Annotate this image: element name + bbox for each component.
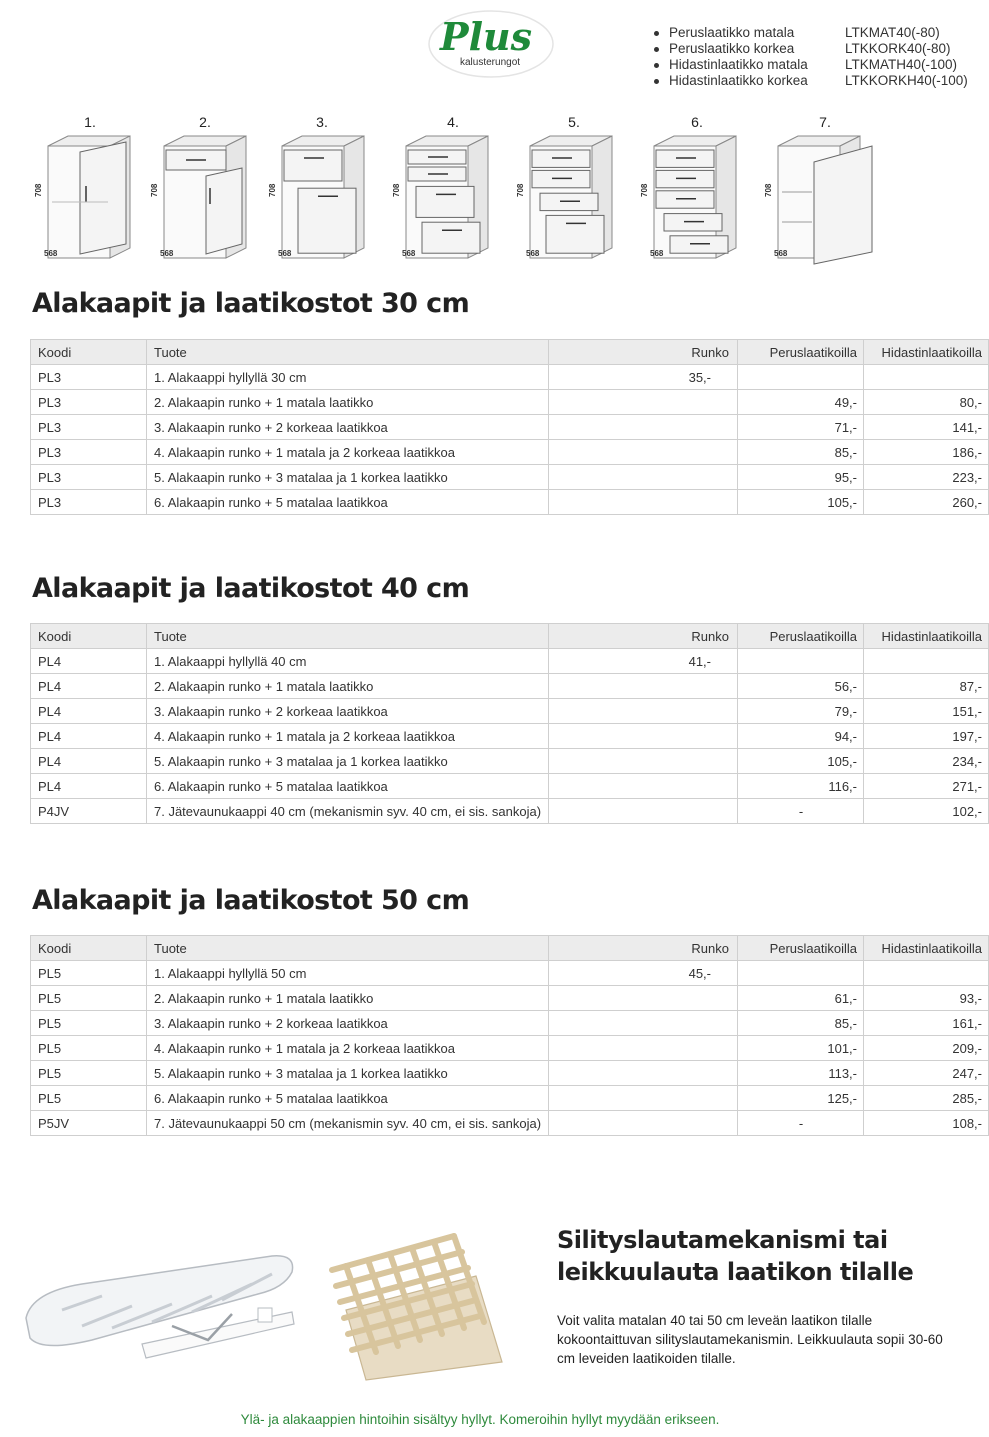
cell-frame [549, 699, 738, 724]
cell-code: PL4 [31, 649, 147, 674]
cell-basic [738, 961, 864, 986]
cell-slow: 141,- [864, 415, 989, 440]
table-row [31, 961, 989, 986]
cell-basic: 116,- [738, 774, 864, 799]
cell-slow: 271,- [864, 774, 989, 799]
table-row [31, 749, 989, 774]
cell-slow: 285,- [864, 1086, 989, 1111]
table-row [31, 365, 989, 390]
cell-basic: 71,- [738, 415, 864, 440]
cell-frame [549, 774, 738, 799]
cell-basic [738, 365, 864, 390]
depth-label: 568 [402, 249, 416, 258]
cell-product: 4. Alakaapin runko + 1 matala ja 2 korkeaa laatikkoa [147, 440, 549, 465]
cell-code: P4JV [31, 799, 147, 824]
height-label: 708 [516, 183, 525, 197]
cell-code: PL5 [31, 1011, 147, 1036]
cell-slow: 209,- [864, 1036, 989, 1061]
cell-code: PL5 [31, 1061, 147, 1086]
depth-label: 568 [278, 249, 292, 258]
cell-basic: 61,- [738, 986, 864, 1011]
cell-frame: 45,- [549, 961, 738, 986]
section-title-30: Alakaapit ja laatikostot 30 cm [32, 288, 470, 319]
cell-code: PL4 [31, 699, 147, 724]
cell-product: 3. Alakaapin runko + 2 korkeaa laatikkoa [147, 415, 549, 440]
column-header-slow: Hidastinlaatikoilla [864, 624, 989, 649]
cell-slow: 93,- [864, 986, 989, 1011]
cell-basic: 85,- [738, 1011, 864, 1036]
table-row [31, 1011, 989, 1036]
cell-slow: 197,- [864, 724, 989, 749]
cell-product: 1. Alakaappi hyllyllä 50 cm [147, 961, 549, 986]
cell-code: PL5 [31, 1086, 147, 1111]
logo-subtitle: kalusterungot [460, 57, 521, 68]
cell-basic: 49,- [738, 390, 864, 415]
cell-product: 1. Alakaappi hyllyllä 30 cm [147, 365, 549, 390]
table-row [31, 1111, 989, 1136]
price-table-40 [30, 623, 989, 824]
legend-code: LTKKORK40(-80) [845, 41, 951, 56]
cell-basic: 94,- [738, 724, 864, 749]
cell-code: PL3 [31, 390, 147, 415]
cell-basic: 105,- [738, 749, 864, 774]
cell-basic: 105,- [738, 490, 864, 515]
cell-frame [549, 490, 738, 515]
legend-name: Peruslaatikko korkea [669, 41, 795, 56]
legend-item [654, 41, 968, 57]
cell-basic: 95,- [738, 465, 864, 490]
cell-product: 4. Alakaapin runko + 1 matala ja 2 korkeaa laatikkoa [147, 724, 549, 749]
feature-title-line1: Silityslautamekanismi tai [557, 1226, 888, 1254]
column-header-frame: Runko [549, 624, 738, 649]
table-row [31, 699, 989, 724]
table-row [31, 774, 989, 799]
cell-slow [864, 365, 989, 390]
cell-frame [549, 986, 738, 1011]
cell-code: PL5 [31, 1036, 147, 1061]
cell-frame [549, 749, 738, 774]
legend-item [654, 25, 968, 41]
depth-label: 568 [526, 249, 540, 258]
cell-product: 6. Alakaapin runko + 5 matalaa laatikkoa [147, 774, 549, 799]
cabinet-number: 5. [568, 114, 580, 130]
cell-product: 2. Alakaapin runko + 1 matala laatikko [147, 390, 549, 415]
table-row [31, 1086, 989, 1111]
height-label: 708 [640, 183, 649, 197]
price-table-50 [30, 935, 989, 1136]
cell-product: 3. Alakaapin runko + 2 korkeaa laatikkoa [147, 699, 549, 724]
ironing-board-image [22, 1248, 312, 1368]
column-header-basic: Peruslaatikoilla [738, 340, 864, 365]
cell-frame [549, 674, 738, 699]
cell-code: PL3 [31, 465, 147, 490]
table-row [31, 465, 989, 490]
cell-code: PL4 [31, 774, 147, 799]
cell-frame: 41,- [549, 649, 738, 674]
cell-frame [549, 1111, 738, 1136]
cell-slow: 87,- [864, 674, 989, 699]
cabinet-number: 6. [691, 114, 703, 130]
table-header [31, 936, 989, 961]
section-title-50: Alakaapit ja laatikostot 50 cm [32, 885, 470, 916]
cell-slow: 108,- [864, 1111, 989, 1136]
cell-code: PL5 [31, 961, 147, 986]
cell-code: P5JV [31, 1111, 147, 1136]
cabinet-drawing [268, 132, 386, 272]
cell-product: 5. Alakaapin runko + 3 matalaa ja 1 korkea laatikko [147, 465, 549, 490]
column-header-slow: Hidastinlaatikoilla [864, 340, 989, 365]
cabinet-drawing [764, 132, 882, 272]
cutting-board-image [326, 1226, 506, 1384]
cell-frame [549, 465, 738, 490]
cell-code: PL4 [31, 749, 147, 774]
column-header-code: Koodi [31, 936, 147, 961]
column-header-code: Koodi [31, 624, 147, 649]
feature-description: Voit valita matalan 40 tai 50 cm leveän laatikon tilalle kokoontaittuvan silityslautamekanismin. Leikkuulauta sopii 30-60 cm leveiden laatikoiden tilalle. [557, 1313, 943, 1366]
drawer-legend [654, 25, 968, 89]
cell-product: 4. Alakaapin runko + 1 matala ja 2 korkeaa laatikkoa [147, 1036, 549, 1061]
column-header-product: Tuote [147, 624, 549, 649]
cell-code: PL3 [31, 365, 147, 390]
cell-code: PL5 [31, 986, 147, 1011]
column-header-basic: Peruslaatikoilla [738, 624, 864, 649]
cabinet-number: 3. [316, 114, 328, 130]
table-row [31, 724, 989, 749]
table-row [31, 1061, 989, 1086]
cabinet-numbers [0, 114, 960, 132]
cell-product: 3. Alakaapin runko + 2 korkeaa laatikkoa [147, 1011, 549, 1036]
cell-frame [549, 440, 738, 465]
cell-basic: 85,- [738, 440, 864, 465]
cell-basic: 101,- [738, 1036, 864, 1061]
column-header-code: Koodi [31, 340, 147, 365]
cabinet-drawing [150, 132, 268, 272]
cell-code: PL3 [31, 415, 147, 440]
cell-frame [549, 1086, 738, 1111]
cell-basic: - [738, 799, 864, 824]
legend-name: Hidastinlaatikko korkea [669, 73, 808, 88]
feature-title-line2: leikkuulauta laatikon tilalle [557, 1258, 914, 1286]
legend-name: Peruslaatikko matala [669, 25, 795, 40]
cell-product: 5. Alakaapin runko + 3 matalaa ja 1 korkea laatikko [147, 1061, 549, 1086]
price-table-30 [30, 339, 989, 515]
cell-product: 2. Alakaapin runko + 1 matala laatikko [147, 986, 549, 1011]
cell-frame [549, 415, 738, 440]
cell-product: 1. Alakaappi hyllyllä 40 cm [147, 649, 549, 674]
height-label: 708 [392, 183, 401, 197]
table-row [31, 799, 989, 824]
cell-slow: 186,- [864, 440, 989, 465]
cell-basic: 79,- [738, 699, 864, 724]
cell-slow: 234,- [864, 749, 989, 774]
depth-label: 568 [774, 249, 788, 258]
column-header-basic: Peruslaatikoilla [738, 936, 864, 961]
cell-slow [864, 961, 989, 986]
cell-frame [549, 799, 738, 824]
depth-label: 568 [44, 249, 58, 258]
cell-product: 7. Jätevaunukaappi 50 cm (mekanismin syv. 40 cm, ei sis. sankoja) [147, 1111, 549, 1136]
table-row [31, 986, 989, 1011]
height-label: 708 [764, 183, 773, 197]
cabinet-drawing [34, 132, 152, 272]
depth-label: 568 [650, 249, 664, 258]
legend-name: Hidastinlaatikko matala [669, 57, 808, 72]
cabinet-number: 1. [84, 114, 96, 130]
cell-slow: 247,- [864, 1061, 989, 1086]
cabinet-number: 2. [199, 114, 211, 130]
section-title-40: Alakaapit ja laatikostot 40 cm [32, 573, 470, 604]
height-label: 708 [150, 183, 159, 197]
cell-frame [549, 390, 738, 415]
cell-slow: 151,- [864, 699, 989, 724]
cell-code: PL3 [31, 440, 147, 465]
column-header-product: Tuote [147, 936, 549, 961]
cell-frame [549, 1036, 738, 1061]
cell-slow [864, 649, 989, 674]
cell-basic: 125,- [738, 1086, 864, 1111]
cell-frame: 35,- [549, 365, 738, 390]
column-header-frame: Runko [549, 936, 738, 961]
cell-slow: 80,- [864, 390, 989, 415]
cabinet-drawing [516, 132, 634, 272]
table-header [31, 340, 989, 365]
brand-logo [426, 8, 556, 80]
cell-basic: 113,- [738, 1061, 864, 1086]
table-header [31, 624, 989, 649]
cell-frame [549, 1061, 738, 1086]
table-row [31, 674, 989, 699]
cabinet-drawing [640, 132, 758, 272]
cell-basic: - [738, 1111, 864, 1136]
cell-frame [549, 724, 738, 749]
cell-basic [738, 649, 864, 674]
cell-frame [549, 1011, 738, 1036]
column-header-slow: Hidastinlaatikoilla [864, 936, 989, 961]
cabinet-number: 7. [819, 114, 831, 130]
height-label: 708 [34, 183, 43, 197]
logo-word: Plus [440, 14, 533, 59]
column-header-frame: Runko [549, 340, 738, 365]
table-row [31, 415, 989, 440]
legend-code: LTKKORKH40(-100) [845, 73, 968, 88]
cell-slow: 161,- [864, 1011, 989, 1036]
cell-product: 7. Jätevaunukaappi 40 cm (mekanismin syv. 40 cm, ei sis. sankoja) [147, 799, 549, 824]
footer-note: Ylä- ja alakaappien hintoihin sisältyy hyllyt. Komeroihin hyllyt myydään erikseen. [240, 1412, 720, 1427]
table-row [31, 440, 989, 465]
cell-code: PL4 [31, 674, 147, 699]
cell-product: 6. Alakaapin runko + 5 matalaa laatikkoa [147, 1086, 549, 1111]
cell-product: 5. Alakaapin runko + 3 matalaa ja 1 korkea laatikko [147, 749, 549, 774]
table-row [31, 649, 989, 674]
legend-item [654, 73, 968, 89]
cell-product: 2. Alakaapin runko + 1 matala laatikko [147, 674, 549, 699]
legend-code: LTKMATH40(-100) [845, 57, 958, 72]
cell-slow: 260,- [864, 490, 989, 515]
legend-code: LTKMAT40(-80) [845, 25, 940, 40]
cell-code: PL4 [31, 724, 147, 749]
legend-item [654, 57, 968, 73]
cell-slow: 102,- [864, 799, 989, 824]
table-row [31, 390, 989, 415]
column-header-product: Tuote [147, 340, 549, 365]
cell-slow: 223,- [864, 465, 989, 490]
height-label: 708 [268, 183, 277, 197]
depth-label: 568 [160, 249, 174, 258]
table-row [31, 490, 989, 515]
table-row [31, 1036, 989, 1061]
cell-product: 6. Alakaapin runko + 5 matalaa laatikkoa [147, 490, 549, 515]
cabinet-number: 4. [447, 114, 459, 130]
feature-title [557, 1224, 957, 1288]
cabinet-drawing [392, 132, 510, 272]
cell-code: PL3 [31, 490, 147, 515]
cell-basic: 56,- [738, 674, 864, 699]
